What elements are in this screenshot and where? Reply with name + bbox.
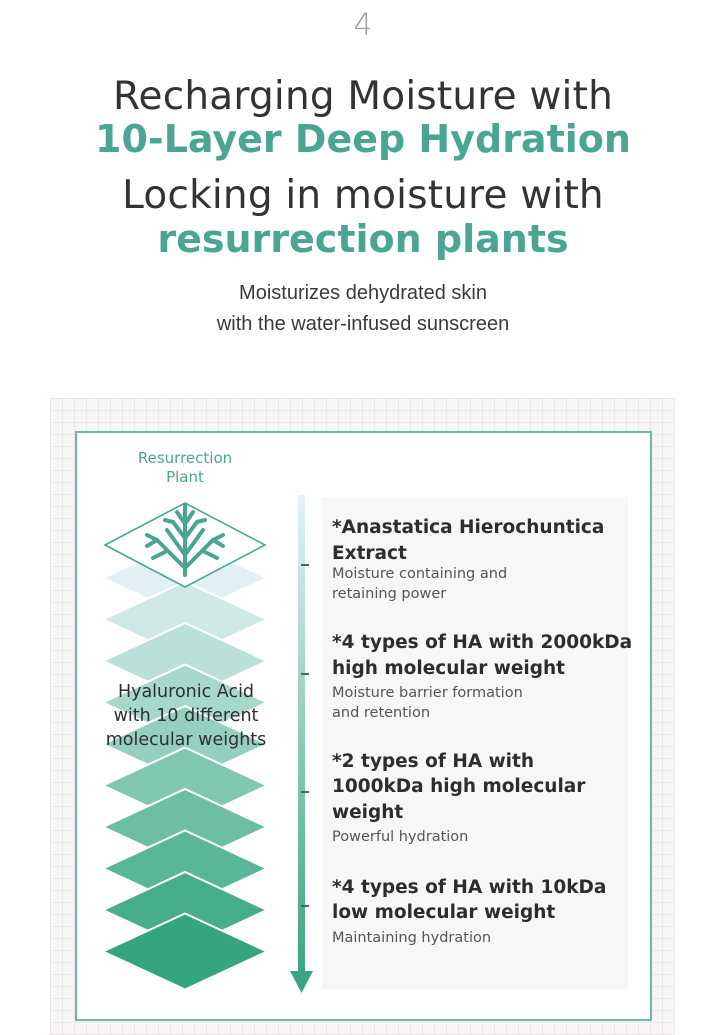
item-2-desc-line-1: Moisture barrier formation [332, 685, 523, 701]
item-1-title-line-2: Extract [332, 543, 407, 564]
item-2-desc-line-2: and retention [332, 705, 431, 721]
item-1-desc-line-2: retaining power [332, 586, 447, 602]
item-3-title-line-1: *2 types of HA with [332, 751, 535, 772]
headline-line-2: 10-Layer Deep Hydration [95, 117, 631, 161]
item-4-title-line-2: low molecular weight [332, 902, 556, 923]
item-4-title-line-1: *4 types of HA with 10kDa [332, 877, 607, 898]
headline-line-4: resurrection plants [157, 217, 569, 261]
plant-title-line-1: Resurrection [137, 449, 233, 467]
item-2-title-line-1: *4 types of HA with 2000kDa [332, 632, 633, 653]
ha-label-line-1: Hyaluronic Acid [117, 682, 255, 702]
ha-label-line-3: molecular weights [105, 730, 267, 750]
hydration-layer [103, 914, 267, 990]
item-3-title-line-2: 1000kDa high molecular [332, 776, 586, 797]
headline-line-1: Recharging Moisture with [113, 74, 613, 119]
section-number: 4 [353, 8, 373, 43]
headline-line-3: Locking in moisture with [122, 173, 604, 218]
subtitle-line-1: Moisturizes dehydrated skin [239, 282, 487, 304]
item-3-title-line-3: weight [332, 802, 404, 823]
item-1-title-line-1: *Anastatica Hierochuntica [332, 517, 605, 538]
depth-arrow [288, 495, 318, 995]
item-4-desc-line-1: Maintaining hydration [332, 930, 492, 946]
plant-title-line-2: Plant [166, 468, 204, 486]
item-1-desc-line-1: Moisture containing and [332, 566, 508, 582]
item-3-desc-line-1: Powerful hydration [332, 829, 469, 845]
subtitle-line-2: with the water-infused sunscreen [216, 313, 510, 335]
ha-label-line-2: with 10 different [113, 706, 259, 726]
item-2-title-line-2: high molecular weight [332, 658, 566, 679]
